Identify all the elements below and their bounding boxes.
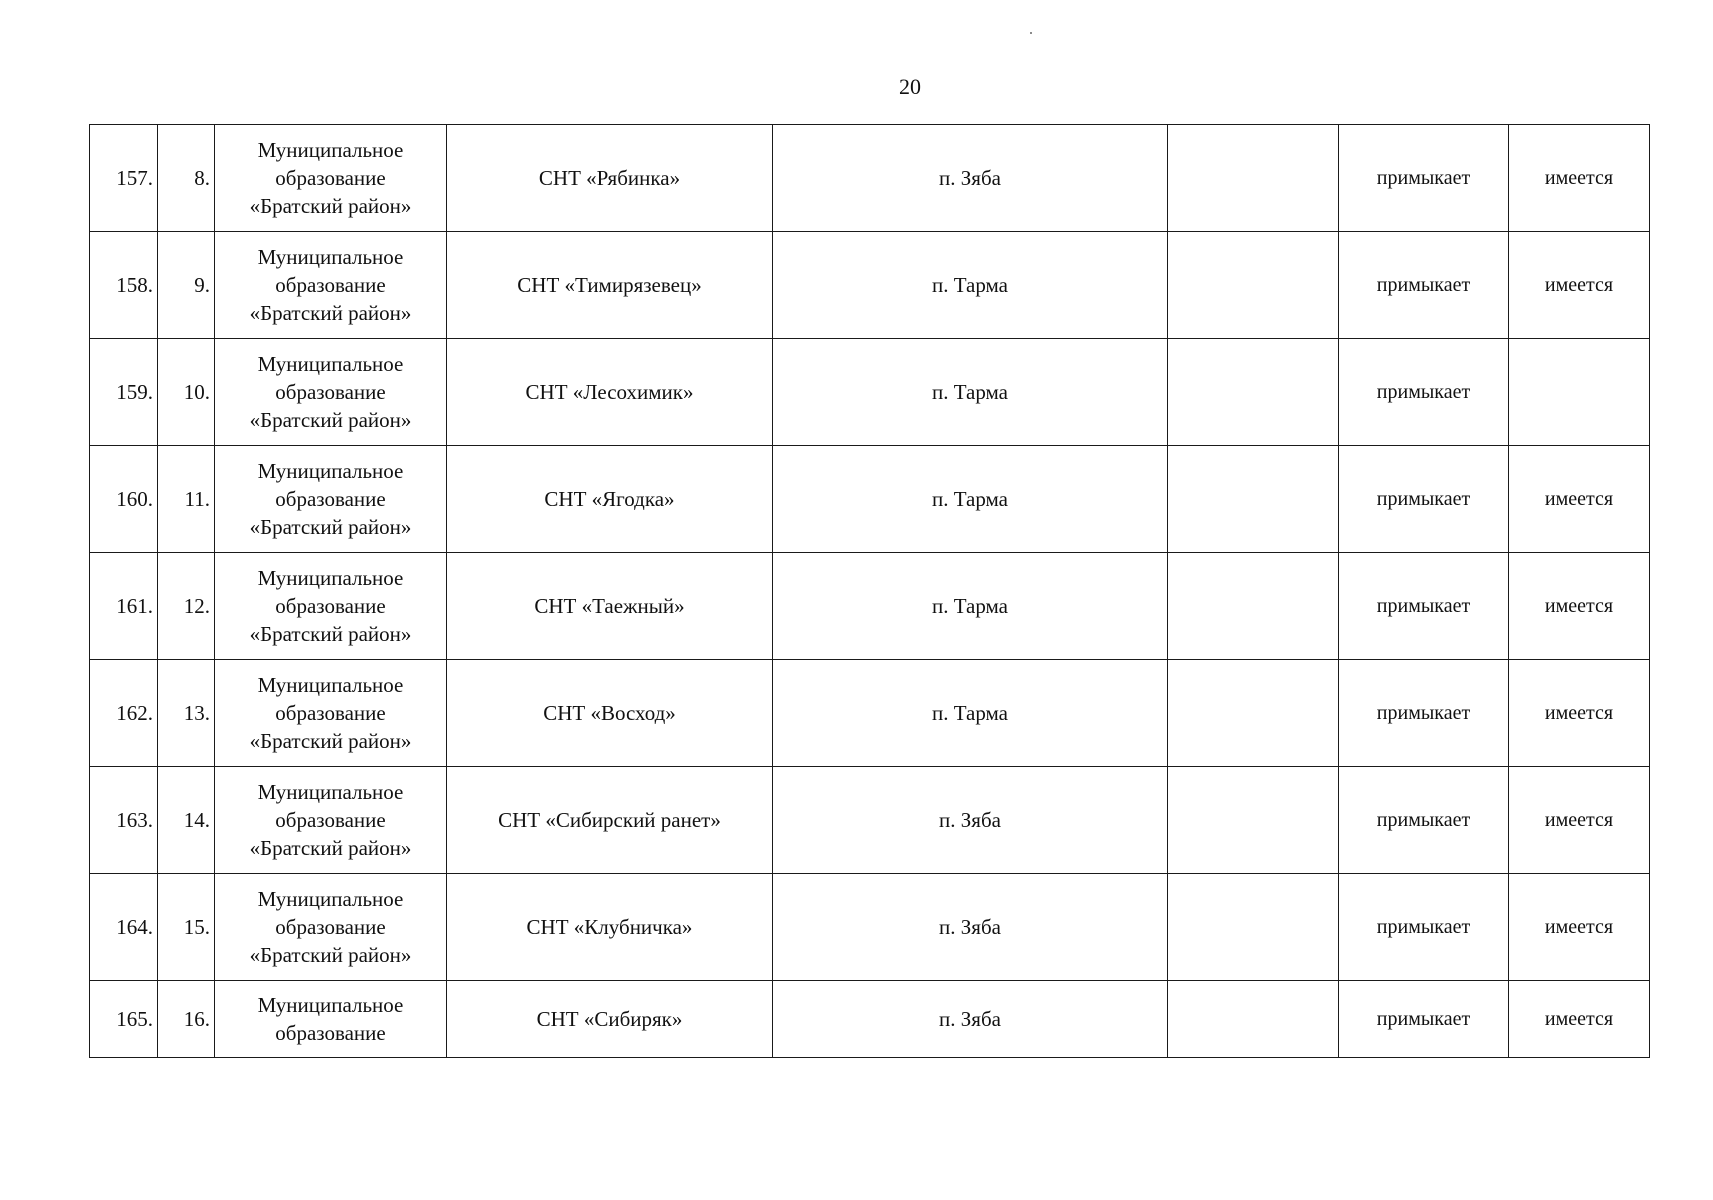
cell-empty	[1168, 339, 1339, 446]
municipality-line: образование	[275, 594, 386, 618]
municipality-line: Муниципальное	[257, 352, 404, 376]
cell-local-number: 11.	[158, 446, 215, 553]
table-row	[90, 874, 1650, 981]
cell-settlement: п. Тарма	[773, 232, 1168, 339]
cell-global-number: 157.	[90, 125, 158, 232]
cell-local-number: 15.	[158, 874, 215, 981]
cell-municipality	[215, 446, 447, 553]
cell-empty	[1168, 981, 1339, 1058]
cell-municipality	[215, 553, 447, 660]
municipality-line: Муниципальное	[257, 245, 404, 269]
municipality-line: Муниципальное	[257, 459, 404, 483]
municipality-line: образование	[275, 915, 386, 939]
cell-adjacency: примыкает	[1339, 660, 1509, 767]
municipality-line: «Братский район»	[249, 408, 412, 432]
cell-empty	[1168, 660, 1339, 767]
table-body	[90, 125, 1650, 1058]
cell-local-number: 14.	[158, 767, 215, 874]
cell-organization: СНТ «Сибирский ранет»	[447, 767, 773, 874]
cell-organization: СНТ «Клубничка»	[447, 874, 773, 981]
cell-settlement: п. Зяба	[773, 767, 1168, 874]
cell-empty	[1168, 874, 1339, 981]
cell-global-number: 163.	[90, 767, 158, 874]
cell-settlement: п. Зяба	[773, 874, 1168, 981]
cell-local-number: 12.	[158, 553, 215, 660]
cell-availability: имеется	[1509, 981, 1650, 1058]
table-row	[90, 981, 1650, 1058]
municipality-line: «Братский район»	[249, 194, 412, 218]
cell-adjacency: примыкает	[1339, 232, 1509, 339]
cell-local-number: 10.	[158, 339, 215, 446]
cell-settlement: п. Тарма	[773, 553, 1168, 660]
cell-municipality	[215, 125, 447, 232]
cell-global-number: 161.	[90, 553, 158, 660]
cell-municipality	[215, 874, 447, 981]
cell-availability: имеется	[1509, 232, 1650, 339]
table-row	[90, 125, 1650, 232]
municipality-line: «Братский район»	[249, 836, 412, 860]
municipality-line: Муниципальное	[257, 138, 404, 162]
municipality-line: «Братский район»	[249, 515, 412, 539]
cell-organization: СНТ «Таежный»	[447, 553, 773, 660]
table-row	[90, 553, 1650, 660]
municipality-line: образование	[275, 273, 386, 297]
cell-organization: СНТ «Восход»	[447, 660, 773, 767]
cell-availability: имеется	[1509, 767, 1650, 874]
cell-empty	[1168, 767, 1339, 874]
cell-municipality	[215, 981, 447, 1058]
municipality-line: Муниципальное	[257, 887, 404, 911]
municipality-line: образование	[275, 701, 386, 725]
municipality-line: Муниципальное	[257, 566, 404, 590]
cell-global-number: 162.	[90, 660, 158, 767]
table-row	[90, 232, 1650, 339]
table-row	[90, 339, 1650, 446]
cell-settlement: п. Тарма	[773, 339, 1168, 446]
cell-local-number: 13.	[158, 660, 215, 767]
cell-settlement: п. Зяба	[773, 125, 1168, 232]
document-table	[89, 124, 1650, 1058]
cell-availability: имеется	[1509, 660, 1650, 767]
municipality-line: «Братский район»	[249, 301, 412, 325]
cell-local-number: 16.	[158, 981, 215, 1058]
table-row	[90, 767, 1650, 874]
municipality-line: Муниципальное	[257, 993, 404, 1017]
cell-adjacency: примыкает	[1339, 874, 1509, 981]
cell-empty	[1168, 125, 1339, 232]
cell-municipality	[215, 660, 447, 767]
municipality-line: образование	[275, 1021, 386, 1045]
cell-global-number: 159.	[90, 339, 158, 446]
table-row	[90, 446, 1650, 553]
cell-organization: СНТ «Тимирязевец»	[447, 232, 773, 339]
municipality-line: «Братский район»	[249, 622, 412, 646]
scan-artifact-dot	[1030, 32, 1032, 34]
cell-organization: СНТ «Лесохимик»	[447, 339, 773, 446]
cell-empty	[1168, 553, 1339, 660]
cell-availability: имеется	[1509, 553, 1650, 660]
cell-municipality	[215, 767, 447, 874]
cell-organization: СНТ «Ягодка»	[447, 446, 773, 553]
cell-settlement: п. Тарма	[773, 446, 1168, 553]
cell-global-number: 160.	[90, 446, 158, 553]
cell-municipality	[215, 339, 447, 446]
municipality-line: образование	[275, 166, 386, 190]
cell-settlement: п. Тарма	[773, 660, 1168, 767]
cell-adjacency: примыкает	[1339, 339, 1509, 446]
municipality-line: образование	[275, 808, 386, 832]
cell-empty	[1168, 232, 1339, 339]
cell-adjacency: примыкает	[1339, 767, 1509, 874]
municipality-line: образование	[275, 487, 386, 511]
cell-availability: имеется	[1509, 874, 1650, 981]
cell-adjacency: примыкает	[1339, 125, 1509, 232]
cell-adjacency: примыкает	[1339, 981, 1509, 1058]
municipality-line: «Братский район»	[249, 729, 412, 753]
cell-global-number: 158.	[90, 232, 158, 339]
page-number: 20	[899, 74, 921, 99]
municipality-line: Муниципальное	[257, 780, 404, 804]
cell-municipality	[215, 232, 447, 339]
cell-global-number: 165.	[90, 981, 158, 1058]
cell-local-number: 9.	[158, 232, 215, 339]
cell-adjacency: примыкает	[1339, 553, 1509, 660]
table-row	[90, 660, 1650, 767]
cell-availability: имеется	[1509, 125, 1650, 232]
cell-organization: СНТ «Рябинка»	[447, 125, 773, 232]
cell-availability: имеется	[1509, 446, 1650, 553]
cell-availability	[1509, 339, 1650, 446]
municipality-line: образование	[275, 380, 386, 404]
municipality-line: «Братский район»	[249, 943, 412, 967]
cell-organization: СНТ «Сибиряк»	[447, 981, 773, 1058]
municipality-line: Муниципальное	[257, 673, 404, 697]
cell-global-number: 164.	[90, 874, 158, 981]
cell-empty	[1168, 446, 1339, 553]
cell-local-number: 8.	[158, 125, 215, 232]
cell-settlement: п. Зяба	[773, 981, 1168, 1058]
cell-adjacency: примыкает	[1339, 446, 1509, 553]
